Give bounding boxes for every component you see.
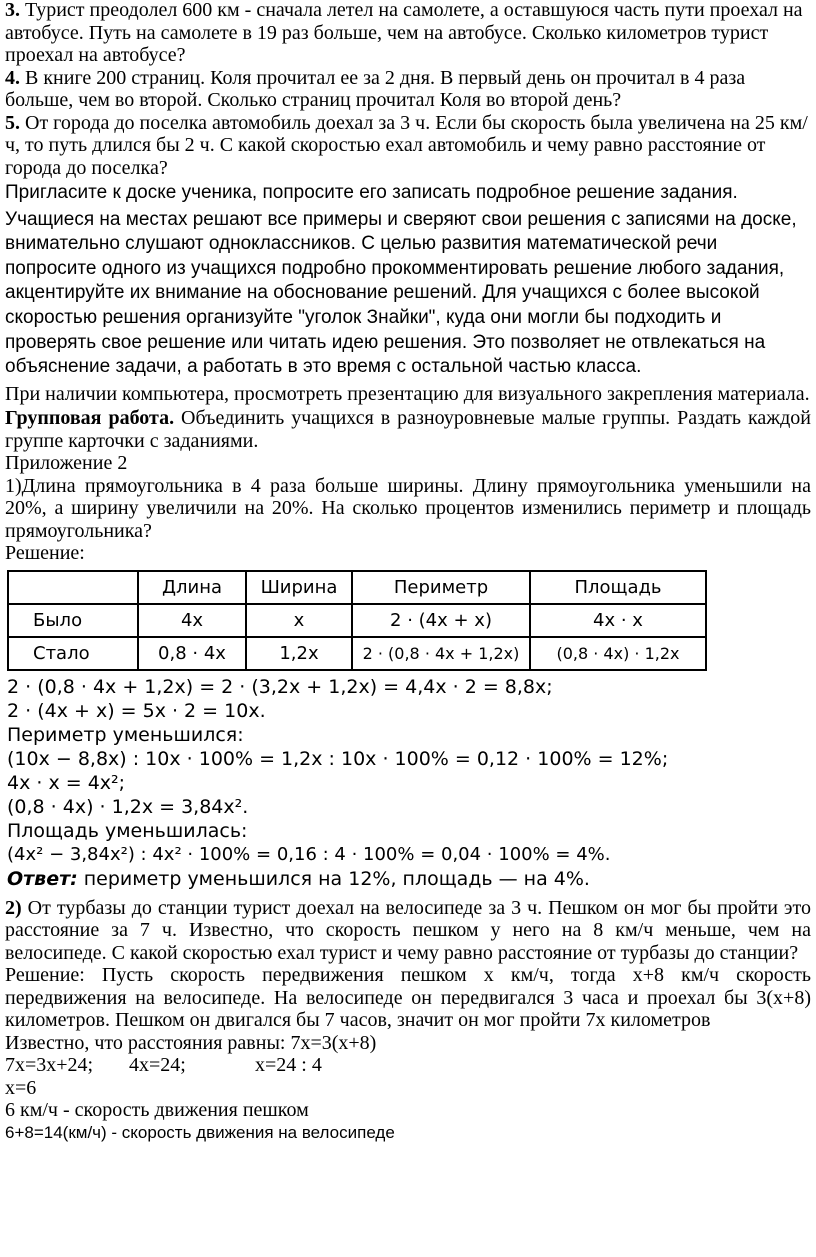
task-5: [5, 112, 811, 180]
step: x=24 : 4: [255, 1054, 322, 1077]
solution-block: [7, 675, 811, 891]
task-number: 4.: [5, 66, 20, 89]
table-cell: (0,8 · 4x) · 1,2x: [530, 637, 706, 670]
task-number: 5.: [5, 111, 20, 134]
document-page: [5, 0, 811, 1143]
equation-line: Известно, что расстояния равны: 7x=3(x+8): [5, 1031, 377, 1054]
task-text: В книге 200 страниц. Коля прочитал ее за 2 дня. В первый день он прочитал в 4 раза больше, чем во второй. Сколько страниц прочитал Коля во второй день?: [5, 66, 746, 111]
solution-line: Периметр уменьшился:: [7, 723, 244, 746]
table-header-cell: Площадь: [530, 571, 706, 604]
problem-2-solution: Решение: Пусть скорость передвижения пешком x км/ч, тогда x+8 км/ч скорость передвижения на велосипеде. На велосипеде он передвигался 3 часа и проехал бы 3(x+8) километров. Пешком он двигался бы 7 часов, значит он мог пройти 7x километров: [5, 964, 811, 1032]
table-row: [8, 604, 706, 637]
bike-speed: 6+8=14(км/ч) - скорость движения на велосипеде: [5, 1122, 395, 1142]
table-header-cell: [8, 571, 138, 604]
problem-number: 2): [5, 896, 22, 919]
group-work: [5, 407, 811, 452]
solution-table: [7, 570, 707, 671]
computer-note: При наличии компьютера, просмотреть презентацию для визуального закрепления материала.: [5, 382, 810, 405]
task-text: От города до поселка автомобиль доехал за 3 ч. Если бы скорость была увеличена на 25 км/ч, то путь длился бы 2 ч. С какой скоростью ехал автомобиль и чему равно расстояние от города до поселка?: [5, 111, 808, 179]
table-header-cell: Длина: [138, 571, 246, 604]
table-header-cell: Периметр: [352, 571, 530, 604]
step: 4x=24;: [129, 1054, 186, 1077]
answer-line: [7, 867, 811, 891]
method-text: Учащиеся на местах решают все примеры и сверяют свои решения с записями на доске, внимательно слушают одноклассников. С целью развития математической речи попросите одного из учащихся подробно прокомментировать решение любого задания, акцентируйте их внимание на обоснование решений. Для учащихся с более высокой скоростью решения организуйте "уголок Знайки", куда они могли бы подходить и проверять свое решение или читать идею решения. Это позволяет не отвлекаться на объяснение задачи, а работать в это время с остальной частью класса.: [5, 208, 797, 378]
walk-speed: 6 км/ч - скорость движения пешком: [5, 1099, 309, 1122]
solution-label: Решение:: [5, 542, 85, 565]
solution-line: Площадь уменьшилась:: [7, 819, 248, 842]
solution-line: (10x − 8,8x) : 10x · 100% = 1,2x : 10x · 100% = 0,12 · 100% = 12%;: [7, 747, 669, 770]
problem-1: 1)Длина прямоугольника в 4 раза больше ширины. Длину прямоугольника уменьшили на 20%, а ширину увеличили на 20%. На сколько процентов изменились периметр и площадь прямоугольника?: [5, 474, 811, 542]
group-work-title: Групповая работа.: [5, 407, 175, 430]
solution-line: 2 · (0,8 · 4x + 1,2x) = 2 · (3,2x + 1,2x) = 4,4x · 2 = 8,8x;: [7, 675, 553, 698]
task-text: Турист преодолел 600 км - сначала летел на самолете, а оставшуюся часть пути проехал на автобусе. Путь на самолете в 19 раз больше, чем на автобусе. Сколько километров турист проехал на автобусе?: [5, 0, 803, 66]
solution-line: (0,8 · 4x) · 1,2x = 3,84x².: [7, 795, 249, 818]
task-3: [5, 0, 811, 67]
table-cell: 0,8 · 4x: [138, 637, 246, 670]
table-cell: Стало: [8, 637, 138, 670]
table-row: [8, 637, 706, 670]
task-number: 3.: [5, 0, 20, 21]
problem-2: [5, 897, 811, 965]
answer-text: периметр уменьшился на 12%, площадь — на 4%.: [77, 867, 590, 890]
steps-line: [5, 1054, 811, 1077]
solution-line: 4x · x = 4x²;: [7, 771, 126, 794]
group-work-text: Объединить учащихся в разноуровневые малые группы. Раздать каждой группе карточки с заданиями.: [5, 407, 811, 452]
table-cell: Было: [8, 604, 138, 637]
table-cell: x: [246, 604, 352, 637]
solution-line: 2 · (4x + x) = 5x · 2 = 10x.: [7, 699, 266, 722]
answer-label: Ответ:: [7, 867, 78, 890]
table-cell: 1,2x: [246, 637, 352, 670]
table-header-cell: Ширина: [246, 571, 352, 604]
invite-text: Пригласите к доске ученика, попросите его записать подробное решение задания.: [5, 182, 738, 203]
table-cell: 4x · x: [530, 604, 706, 637]
step: 7x=3x+24;: [5, 1054, 94, 1077]
table-cell: 2 · (4x + x): [352, 604, 530, 637]
table-header-row: [8, 571, 706, 604]
problem-text: От турбазы до станции турист доехал на велосипеде за 3 ч. Пешком он мог бы пройти это расстояние за 7 ч. Известно, что скорость пешком у него на 8 км/ч меньше, чем на велосипеде. С какой скоростью ехал турист и чему равно расстояние от турбазы до станции?: [5, 896, 811, 964]
task-4: [5, 67, 811, 112]
appendix-label: Приложение 2: [5, 452, 128, 475]
solution-line: (4x² − 3,84x²) : 4x² · 100% = 0,16 : 4 · 100% = 0,04 · 100% = 4%.: [7, 843, 611, 865]
table-cell: 2 · (0,8 · 4x + 1,2x): [352, 637, 530, 670]
table-cell: 4x: [138, 604, 246, 637]
x-value: x=6: [5, 1076, 37, 1099]
